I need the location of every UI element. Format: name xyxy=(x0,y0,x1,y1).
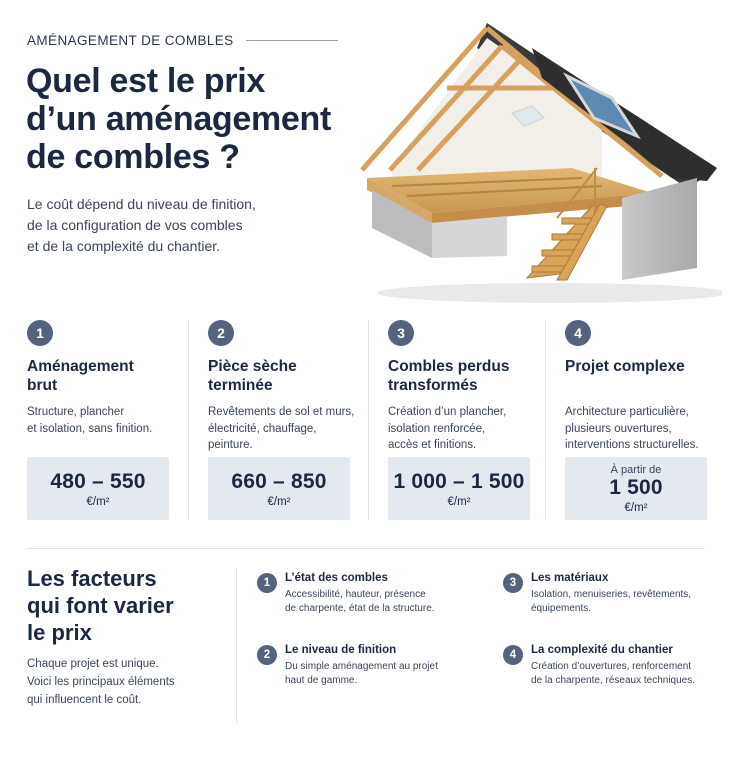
factor-desc-line: haut de gamme. xyxy=(285,675,358,686)
factors-title-line: qui font varier xyxy=(27,592,174,618)
factor-description xyxy=(285,588,457,616)
title-line: Quel est le prix xyxy=(26,62,265,100)
factor-title: Le niveau de finition xyxy=(285,644,397,656)
section-divider xyxy=(27,548,705,549)
factor-number-badge: 2 xyxy=(257,645,277,665)
price-box xyxy=(27,457,169,520)
tier-title xyxy=(565,357,730,399)
factor-description xyxy=(531,660,703,688)
price-value: 1 000 – 1 500 xyxy=(393,469,525,493)
tier-number-badge: 1 xyxy=(27,320,53,346)
tier-title-line: Combles perdus xyxy=(388,358,510,375)
factors-title-line: Les facteurs xyxy=(27,566,157,591)
factor-desc-line: Accessibilité, hauteur, présence xyxy=(285,589,426,600)
tier-desc-line: Revêtements de sol et murs, xyxy=(208,406,355,418)
factor-description xyxy=(531,588,703,616)
tier-title-line: Projet complexe xyxy=(565,358,685,375)
tier-desc-line: Structure, plancher xyxy=(27,406,125,418)
tier-title xyxy=(208,357,373,399)
price-value: 1 500 xyxy=(609,475,663,499)
tier-desc-line: isolation renforcée, xyxy=(388,422,486,435)
intro-line: de la configuration de vos combles xyxy=(27,217,243,233)
tier-title-line: transformés xyxy=(388,377,478,395)
tier-title-line: terminée xyxy=(208,377,273,395)
pricing-tier xyxy=(27,320,192,525)
tier-number-badge: 4 xyxy=(565,320,591,346)
pricing-tier xyxy=(565,320,730,525)
price-unit: €/m² xyxy=(267,495,291,508)
factor-desc-line: équipements. xyxy=(531,603,592,614)
tier-title xyxy=(388,357,553,399)
tier-desc-line: Architecture particulière, xyxy=(565,406,689,418)
tier-description xyxy=(565,404,730,464)
intro-line: et de la complexité du chantier. xyxy=(27,238,221,254)
pricing-tier xyxy=(208,320,373,525)
factor-description xyxy=(285,660,457,688)
factors-title xyxy=(27,566,227,646)
tier-desc-line: Création d’un plancher, xyxy=(388,406,507,418)
price-value: 480 – 550 xyxy=(50,469,146,493)
factors-intro-line: Voici les principaux éléments xyxy=(27,675,175,688)
factors-title-line: le prix xyxy=(27,619,92,645)
factor-item xyxy=(503,572,703,616)
factor-number-badge: 4 xyxy=(503,645,523,665)
tier-desc-line: électricité, chauffage, xyxy=(208,422,317,435)
factor-desc-line: Du simple aménagement au projet xyxy=(285,661,438,672)
eyebrow xyxy=(27,33,338,48)
eyebrow-label: AMÉNAGEMENT DE COMBLES xyxy=(27,33,234,48)
price-unit: €/m² xyxy=(447,495,471,508)
tier-number-badge: 3 xyxy=(388,320,414,346)
factor-title: L’état des combles xyxy=(285,572,388,584)
tier-desc-line: interventions structurelles. xyxy=(565,439,699,452)
tier-number-badge: 2 xyxy=(208,320,234,346)
factor-item xyxy=(257,572,457,616)
title-line: d’un aménagement xyxy=(26,100,332,139)
factors-divider xyxy=(236,568,237,723)
tier-title-line: Pièce sèche xyxy=(208,358,297,375)
factor-title: La complexité du chantier xyxy=(531,644,673,656)
tier-desc-line: plusieurs ouvertures, xyxy=(565,422,672,435)
tier-description xyxy=(388,404,553,464)
tier-title xyxy=(27,357,192,399)
price-prefix: À partir de xyxy=(610,463,662,476)
attic-house-illustration xyxy=(352,18,722,308)
price-value: 660 – 850 xyxy=(231,469,327,493)
price-box xyxy=(208,457,350,520)
page-title xyxy=(26,62,386,176)
tier-title-line: Aménagement xyxy=(27,358,134,375)
factors-intro xyxy=(27,656,227,709)
factor-desc-line: Isolation, menuiseries, revêtements, xyxy=(531,589,692,600)
factor-number-badge: 1 xyxy=(257,573,277,593)
eyebrow-rule xyxy=(246,40,338,41)
tier-divider xyxy=(188,320,189,520)
factor-number-badge: 3 xyxy=(503,573,523,593)
price-box xyxy=(388,457,530,520)
factor-desc-line: de la charpente, réseaux techniques. xyxy=(531,675,695,686)
tier-desc-line: accès et finitions. xyxy=(388,439,477,452)
tier-desc-line: et isolation, sans finition. xyxy=(27,422,153,435)
title-line: de combles ? xyxy=(26,138,240,177)
factors-intro-line: qui influencent le coût. xyxy=(27,693,142,706)
tier-description xyxy=(27,404,192,464)
factors-intro-line: Chaque projet est unique. xyxy=(27,658,159,670)
tier-divider xyxy=(368,320,369,520)
factor-item xyxy=(257,644,457,688)
factor-desc-line: de charpente, état de la structure. xyxy=(285,603,435,614)
price-unit: €/m² xyxy=(624,501,648,514)
tier-desc-line: peinture. xyxy=(208,439,253,452)
tier-divider xyxy=(545,320,546,520)
intro-text xyxy=(27,194,327,257)
tier-title-line: brut xyxy=(27,377,58,395)
factor-title: Les matériaux xyxy=(531,572,609,584)
price-unit: €/m² xyxy=(86,495,110,508)
price-box xyxy=(565,457,707,520)
intro-line: Le coût dépend du niveau de finition, xyxy=(27,196,256,212)
tier-description xyxy=(208,404,373,464)
factor-desc-line: Création d’ouvertures, renforcement xyxy=(531,661,692,672)
factor-item xyxy=(503,644,703,688)
pricing-tier xyxy=(388,320,553,525)
